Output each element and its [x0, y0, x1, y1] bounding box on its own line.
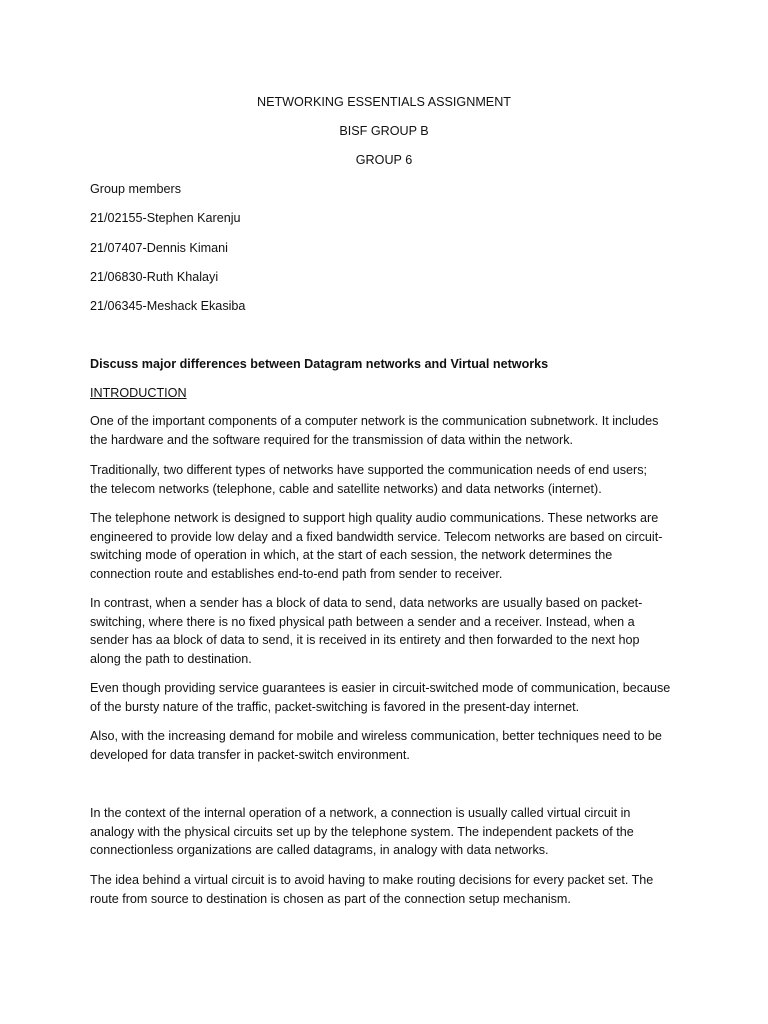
paragraph-line: route from source to destination is chosen as part of the connection setup mechanism.: [90, 891, 571, 906]
paragraph-line: connection route and establishes end-to-end path from sender to receiver.: [90, 566, 503, 581]
paragraph-line: analogy with the physical circuits set up by the telephone system. The independent packets of the: [90, 824, 634, 839]
paragraph-line: developed for data transfer in packet-switch environment.: [90, 747, 410, 762]
paragraph-line: The idea behind a virtual circuit is to avoid having to make routing decisions for every packet set. The: [90, 873, 654, 887]
paragraph-line: the hardware and the software required for the transmission of data within the network.: [90, 432, 574, 447]
paragraph: [90, 727, 680, 764]
paragraph-line: along the path to destination.: [90, 651, 252, 666]
paragraph-line: One of the important components of a computer network is the communication subnetwork. It includes: [90, 414, 659, 428]
paragraph-line: Even though providing service guarantees is easier in circuit-switched mode of communication, because: [90, 681, 671, 695]
paragraph-line: Also, with the increasing demand for mobile and wireless communication, better techniques need to be: [90, 729, 662, 743]
member-item: 21/02155-Stephen Karenju: [90, 211, 241, 225]
members-heading: Group members: [90, 182, 181, 196]
paragraph-line: In the context of the internal operation of a network, a connection is usually called virtual circuit in: [90, 806, 631, 820]
member-item: 21/06830-Ruth Khalayi: [90, 270, 219, 284]
paragraph: [90, 804, 680, 860]
paragraph-line: connectionless organizations are called datagrams, in analogy with data networks.: [90, 843, 549, 858]
paragraph-line: switching mode of operation in which, at the start of each session, the network determines the: [90, 548, 613, 563]
paragraph: [90, 679, 680, 716]
paragraph-line: sender has aa block of data to send, it is received in its entirety and then forwarded to the next hop: [90, 633, 640, 648]
paragraph-line: The telephone network is designed to support high quality audio communications. These networks are: [90, 511, 659, 525]
paragraph-line: Traditionally, two different types of networks have supported the communication needs of end users;: [90, 463, 647, 477]
paragraph-line: switching, where there is no fixed physical path between a sender and a receiver. Instead, when a: [90, 614, 635, 629]
paragraph-line: the telecom networks (telephone, cable and satellite networks) and data networks (internet).: [90, 481, 602, 496]
class-name: BISF GROUP B: [339, 124, 429, 138]
document-title: NETWORKING ESSENTIALS ASSIGNMENT: [256, 95, 511, 109]
member-item: 21/06345-Meshack Ekasiba: [90, 299, 246, 313]
section-heading: INTRODUCTION: [90, 386, 187, 400]
paragraph-line: of the bursty nature of the traffic, packet-switching is favored in the present-day internet.: [90, 699, 580, 714]
member-item: 21/07407-Dennis Kimani: [90, 241, 228, 255]
paragraph: [90, 594, 680, 668]
paragraph: [90, 461, 680, 498]
question-heading: Discuss major differences between Datagram networks and Virtual networks: [90, 357, 549, 371]
paragraph: [90, 871, 680, 908]
paragraph: [90, 509, 680, 583]
group-name: GROUP 6: [355, 153, 413, 167]
paragraph: [90, 412, 680, 449]
paragraph-line: In contrast, when a sender has a block of data to send, data networks are usually based on packet-: [90, 596, 643, 610]
paragraph-line: engineered to provide low delay and a fixed bandwidth service. Telecom networks are based on circuit-: [90, 529, 663, 544]
